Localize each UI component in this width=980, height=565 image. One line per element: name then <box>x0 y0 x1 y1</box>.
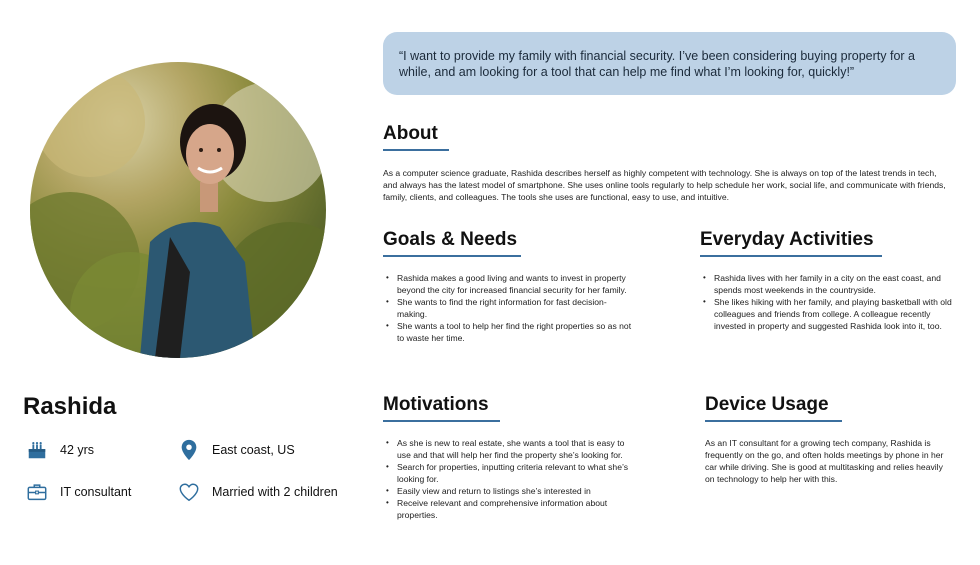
briefcase-icon <box>26 481 48 503</box>
about-rule <box>383 149 449 151</box>
list-item: • She likes hiking with her family, and playing basketball with old colleagues and friends from college. A colleague recently invested in property and suggested Rashida look into it, too. <box>702 296 952 332</box>
list-item: • Rashida lives with her family in a city on the east coast, and spends most weekends in the countryside. <box>702 272 952 296</box>
goals-list <box>385 272 633 344</box>
fact-age <box>26 439 94 461</box>
fact-family-text: Married with 2 children <box>212 485 338 499</box>
persona-photo-illustration <box>30 62 326 358</box>
list-item: • As she is new to real estate, she wants a tool that is easy to use and that will help her find the property she’s looking for. <box>385 437 635 461</box>
goals-heading <box>383 229 521 257</box>
motivations-rule <box>383 420 500 422</box>
persona-quote: “I want to provide my family with financial security. I’ve been considering buying property for a while, and am looking for a tool that can help me find what I’m looking for, quickly!” <box>383 32 956 95</box>
fact-job <box>26 481 131 503</box>
device-title: Device Usage <box>705 394 829 415</box>
map-pin-icon <box>178 439 200 461</box>
goals-rule <box>383 255 521 257</box>
fact-family <box>178 481 338 503</box>
fact-location <box>178 439 295 461</box>
about-title: About <box>383 123 438 144</box>
persona-photo <box>30 62 326 358</box>
motivations-heading <box>383 394 500 422</box>
list-item: • Receive relevant and comprehensive information about properties. <box>385 497 635 521</box>
fact-job-text: IT consultant <box>60 485 132 499</box>
about-text: As a computer science graduate, Rashida describes herself as highly competent with technology. She is always on top of the latest trends in tech, and always has the latest model of smartphone. She uses online tools regularly to help schedule her work, social life, and communicate with friends, family, clients, and colleagues. The tools she uses are functional, easy to use, and intuitive. <box>383 168 946 202</box>
device-rule <box>705 420 842 422</box>
goals-title: Goals & Needs <box>383 229 518 250</box>
list-item: • Rashida makes a good living and wants to invest in property beyond the city for increased financial security for her family. <box>385 272 633 296</box>
heart-icon <box>178 481 200 503</box>
motivations-list <box>385 437 635 521</box>
fact-location-text: East coast, US <box>212 443 295 457</box>
about-heading <box>383 123 449 151</box>
list-item: • Search for properties, inputting criteria relevant to what she’s looking for. <box>385 461 635 485</box>
list-item: • She wants a tool to help her find the right properties so as not to waste her time. <box>385 320 633 344</box>
activities-heading <box>700 229 882 257</box>
motivations-title: Motivations <box>383 394 489 415</box>
activities-rule <box>700 255 882 257</box>
list-item: • She wants to find the right information for fast decision-making. <box>385 296 633 320</box>
device-heading <box>705 394 842 422</box>
persona-name: Rashida <box>23 393 117 420</box>
activities-title: Everyday Activities <box>700 229 874 250</box>
activities-list <box>702 272 952 332</box>
birthday-cake-icon <box>26 439 48 461</box>
fact-age-text: 42 yrs <box>60 443 95 457</box>
list-item: • Easily view and return to listings she’s interested in <box>385 485 635 497</box>
device-text: As an IT consultant for a growing tech company, Rashida is frequently on the go, and often holds meetings by phone in her car while driving. She is good at multitasking and relies heavily on technology to help her with this. <box>705 438 944 484</box>
